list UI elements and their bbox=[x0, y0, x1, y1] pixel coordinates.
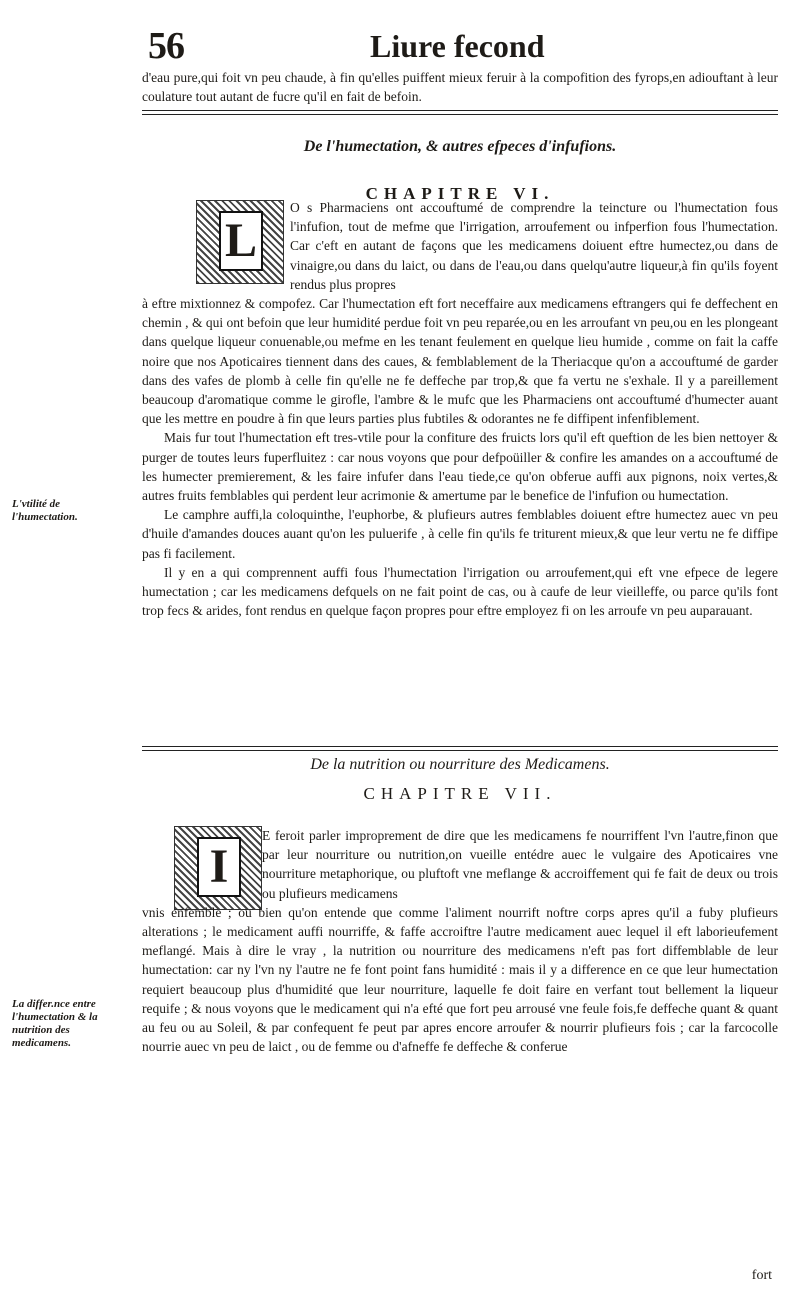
page-number: 56 bbox=[148, 25, 184, 67]
paragraph: Le camphre auffi,la coloquinthe, l'euphorbe, & plufieurs autres femblables doiuent eftre humectez auec vn peu d'huile d'amandes douces auant qu'on les puluerife , à celle fin qu'ils fe triturent mieux,& que leur vertu ne fe diffipe pas fi facilement. bbox=[142, 507, 778, 561]
chapter-heading: CHAPITRE VII. bbox=[363, 784, 557, 803]
chapter-heading: CHAPITRE VI. bbox=[365, 184, 555, 203]
initial-letter: L bbox=[219, 211, 263, 271]
section-title: De l'humectation, & autres efpeces d'infufions. bbox=[303, 138, 617, 155]
paragraph: à eftre mixtionnez & compofez. Car l'humectation eft fort neceffaire aux medicamens eftrangers qui fe deffechent en chemin , & qui ont befoin que leur humidité perdue foit vn peu reparée,ou en les arroufant vn peu,ou en les plongeant dans quelque liqueur conuenable,ou mefme en les tenant feulement en quelque lieu humide , comme on fait la caffe noire que nos Apoticaires tiennent dans des caues, & femblablement de la Theriacque qu'on a accouftumé de garder dans des vafes de plomb à celle fin qu'elle ne fe deffeche par trop,& que fa vertu ne s'exhale. Il y a pareillement beaucoup d'aromatique comme le girofle, l'ambre & le mufc que les Pharmaciens ont accouftumé d'humecter auant que les mettre en poudre à fin que leurs parties plus fubtiles & odorantes ne fe diffipent infenfiblement. bbox=[142, 296, 778, 427]
catchword: fort bbox=[751, 1268, 772, 1283]
paragraph: Mais fur tout l'humectation eft tres-vtile pour la confiture des fruicts lors qu'il eft queftion de les bien nettoyer & purger de toutes leurs fuperfluitez : car nous voyons que pour defpoüiller & confire les amandes on a accouftumé de les humecter premierement, & les faire infufer dans l'eau tiede,ce qu'on obferue auffi aux pignons, noix vertes,& autres fruits femblables qui perdent leur acrimonie & amertume par le benefice de l'infufion ou humectation. bbox=[142, 430, 778, 504]
section-divider bbox=[142, 746, 778, 751]
margin-note: La differ.nce entre l'humectation & la nutrition des medicamens. bbox=[12, 998, 98, 1049]
paragraph: vnis enfemble ; ou bien qu'on entende que comme l'aliment nourrift noftre corps apres qu'il a fuby plufieurs alterations ; le medicament auffi nourriffe, & faffe accroiftre l'autre medicament auec lequel il eft laborieufement meflangé. Mais à dire le vray , la nutrition ou nourriture des medicamens n'eft pas fort diffemblable de leur humectation: car ny l'vn ny l'autre ne fe font point fans humidité : mais il y a difference en ce que leur humectation requiert beaucoup plus d'humidité que leur nourriture, laquelle fe doit faire en verfant tout bellement la liqueur requife ; & nous voyons que le medicament qui n'a efté que fort peu arrousé vne feule fois,fe deffeche quant & quant au feu ou au Soleil, & par confequent fe peut par apres encore arroufer & nourrir plufieurs fois ; car la farcocolle nourrie auec vn peu de laict , ou de femme ou d'afneffe fe deffeche & conferue bbox=[142, 904, 778, 1055]
paragraph: Il y en a qui comprennent auffi fous l'humectation l'irrigation ou arroufement,qui eft vne efpece de legere humectation ; car les medicamens defquels on ne fait point de cas, ou à caufe de leur vieilleffe, ou parce qu'ils font trop fecs & arides, font rendus en quelque façon propres pour eftre employez fi on les arroufe vn peu auparauant. bbox=[142, 564, 778, 619]
opening-paragraph: E feroit parler improprement de dire que les medicamens fe nourriffent l'vn l'autre,finon que par leur nourriture ou nutrition,on vueille entédre auec le vulgaire des Apoticaires vne nourriture metaphorique, ou pluftoft vne meflange & accroiffement qui fe fait de deux ou trois ou plufieurs medicamens bbox=[262, 828, 778, 901]
section-title: De la nutrition ou nourriture des Medicamens. bbox=[310, 756, 610, 773]
chapter-body bbox=[142, 198, 778, 620]
opening-paragraph: O s Pharmaciens ont accouftumé de comprendre la teincture ou l'humectation fous l'infufion, tout de mefme que l'irrigation, arroufement ou infperfion fous l'humectation. Car c'eft en autant de façons que les medicamens doiuent eftre humectez,ou dans de vinaigre,ou dans du laict, ou dans de l'eau,ou dans quelqu'autre liqueur,à fin qu'ils foyent rendus plus propres bbox=[290, 200, 778, 292]
intro-paragraph: d'eau pure,qui foit vn peu chaude, à fin qu'elles puiffent mieux feruir à la compofition des fyrops,en adiouftant à leur coulature tout autant de fucre qu'il en fait de befoin. bbox=[142, 70, 778, 105]
margin-note: L'vtilité de l'humectation. bbox=[12, 498, 78, 523]
page-header bbox=[0, 18, 800, 66]
chapter-body bbox=[142, 826, 778, 1056]
running-title: Liure fecond bbox=[370, 28, 545, 64]
section-divider bbox=[142, 110, 778, 115]
initial-letter: I bbox=[197, 837, 241, 897]
